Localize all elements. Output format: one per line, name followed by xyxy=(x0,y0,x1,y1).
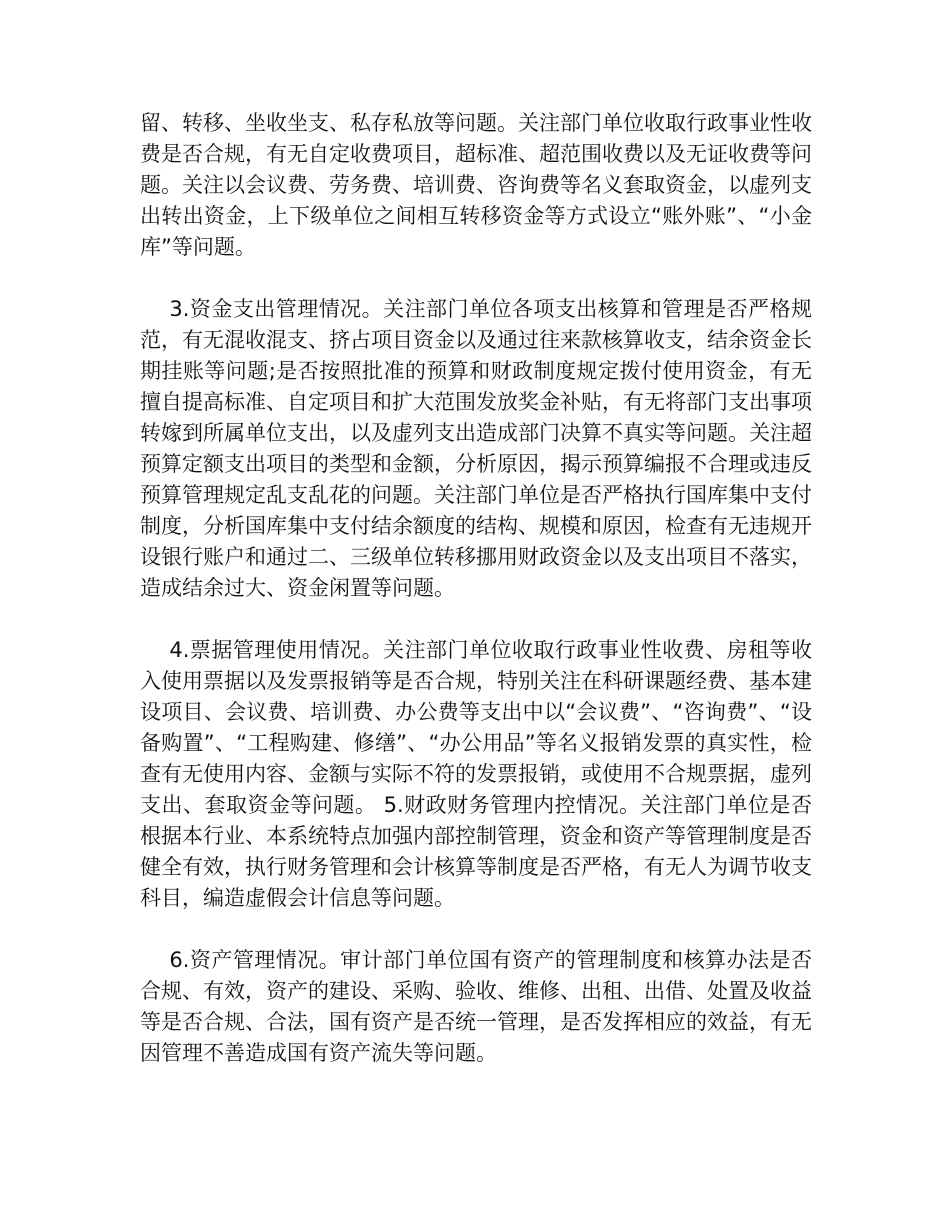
paragraph-asset-management: 6.资产管理情况。审计部门单位国有资产的管理制度和核算办法是否合规、有效，资产的建设、采购、验收、维修、出租、出借、处置及收益等是否合规、合法，国有资产是否统一管理，是否发挥相应的效益，有无因管理不善造成国有资产流失等问题。 xyxy=(140,948,812,1065)
paragraph-income-management: 留、转移、坐收坐支、私存私放等问题。关注部门单位收取行政事业性收费是否合规，有无自定收费项目，超标准、超范围收费以及无证收费等问题。关注以会议费、劳务费、培训费、咨询费等名义套取资金，以虚列支出转出资金，上下级单位之间相互转移资金等方式设立“账外账”、“小金库”等问题。 xyxy=(140,111,812,259)
document-body xyxy=(140,108,812,1100)
paragraph-invoice-management: 4.票据管理使用情况。关注部门单位收取行政事业性收费、房租等收入使用票据以及发票报销等是否合规，特别关注在科研课题经费、基本建设项目、会议费、培训费、办公费等支出中以“会议费”、“咨询费”、“设备购置”、“工程购建、修缮”、“办公用品”等名义报销发票的真实性，检查有无使用内容、金额与实际不符的发票报销，或使用不合规票据，虚列支出、套取资金等问题。 5.财政财务管理内控情况。关注部门单位是否根据本行业、本系统特点加强内部控制管理，资金和资产等管理制度是否健全有效，执行财务管理和会计核算等制度是否严格，有无人为调节收支科目，编造虚假会计信息等问题。 xyxy=(140,638,812,910)
paragraph-expenditure-management: 3.资金支出管理情况。关注部门单位各项支出核算和管理是否严格规范，有无混收混支、挤占项目资金以及通过往来款核算收支，结余资金长期挂账等问题;是否按照批准的预算和财政制度规定拨付使用资金，有无擅自提高标准、自定项目和扩大范围发放奖金补贴，有无将部门支出事项转嫁到所属单位支出，以及虚列支出造成部门决算不真实等问题。关注超预算定额支出项目的类型和金额，分析原因，揭示预算编报不合理或违反预算管理规定乱支乱花的问题。关注部门单位是否严格执行国库集中支付制度，分析国库集中支付结余额度的结构、规模和原因，检查有无违规开设银行账户和通过二、三级单位转移挪用财政资金以及支出项目不落实，造成结余过大、资金闲置等问题。 xyxy=(140,297,812,600)
